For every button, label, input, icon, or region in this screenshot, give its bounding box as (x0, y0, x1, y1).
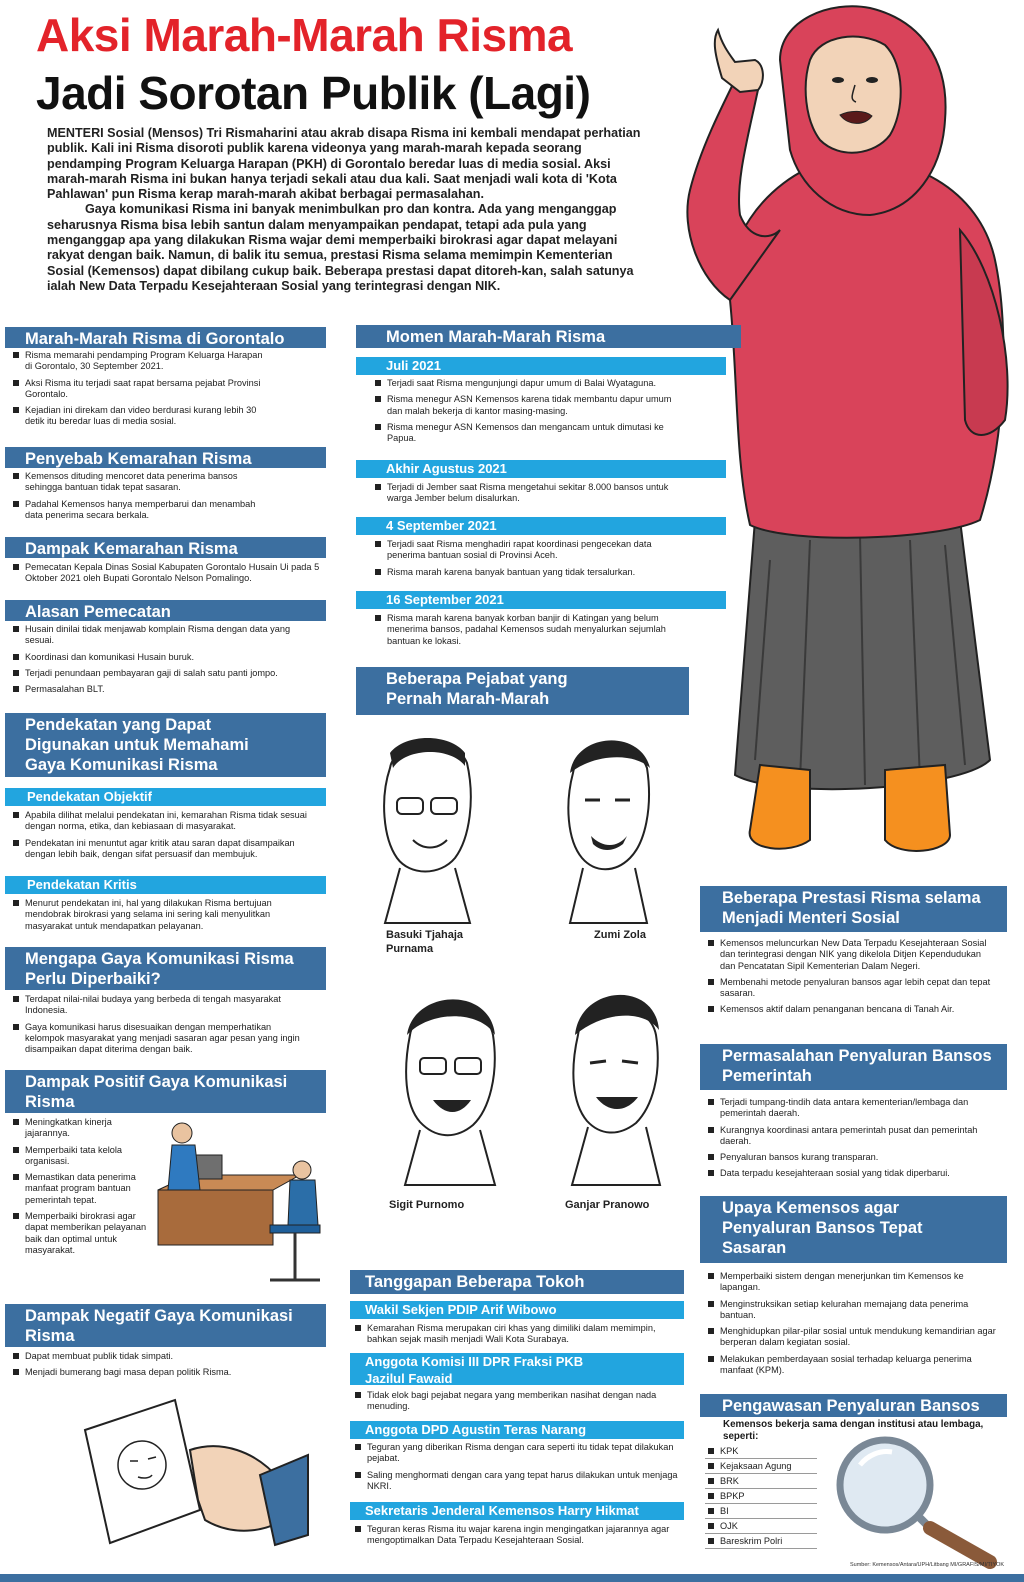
list-item: Terjadi saat Risma mengunjungi dapur umum di Balai Wyataguna. (372, 378, 682, 389)
list-item: BI (705, 1504, 817, 1519)
list-item: Saling menghormati dengan cara yang tepat harus dilakukan untuk menjaga NKRI. (352, 1470, 682, 1493)
list-item: Menghidupkan pilar-pilar sosial untuk mendukung kemandirian agar berperan dalam kegiatan sosial. (705, 1326, 1000, 1349)
list-item: Dapat membuat publik tidak simpati. (10, 1351, 310, 1362)
tokoh-list (352, 1524, 682, 1552)
permasalahan-header: Permasalahan Penyaluran Bansos Pemerintah (700, 1044, 1007, 1090)
list-item: Terjadi saat Risma menghadiri rapat koordinasi pengecekan data penerima bantuan sosial di Provinsi Aceh. (372, 539, 682, 562)
pendekatan-header: Pendekatan yang Dapat Digunakan untuk Memahami Gaya Komunikasi Risma (5, 713, 326, 777)
pejabat-header: Beberapa Pejabat yang Pernah Marah-Marah (356, 667, 689, 715)
list-item: Menurut pendekatan ini, hal yang dilakukan Risma bertujuan mendobrak birokrasi yang selama ini sering kali menyulitkan masyarakat untuk mendapatkan pelayanan. (10, 898, 305, 932)
list-item: Membenahi metode penyaluran bansos agar lebih cepat dan tepat sasaran. (705, 977, 995, 1000)
list-item: Risma memarahi pendamping Program Keluarga Harapan di Gorontalo, 30 September 2021. (10, 350, 265, 373)
portrait-basuki (375, 728, 480, 928)
pejabat-name: Ganjar Pranowo (565, 1199, 650, 1211)
list-item: Memastikan data penerima manfaat program bantuan pemerintah tepat. (10, 1172, 158, 1206)
list-item: Kurangnya koordinasi antara pemerintah pusat dan pemerintah daerah. (705, 1125, 995, 1148)
tokoh-list (352, 1390, 682, 1418)
positif-header: Dampak Positif Gaya Komunikasi Risma (5, 1070, 326, 1113)
gorontalo-list (10, 350, 265, 433)
penyebab-header: Penyebab Kemarahan Risma (5, 447, 326, 468)
tokoh-header: Wakil Sekjen PDIP Arif Wibowo (350, 1301, 684, 1319)
upaya-list (705, 1271, 1000, 1381)
source-credit: Sumber: Kemensos/Antara/UPH/Litbang MI/GRAFIS/MI/TIYOK (850, 1562, 1005, 1568)
momen-header: Momen Marah-Marah Risma (356, 325, 741, 348)
momen-list (372, 539, 682, 583)
list-item: KPK (705, 1444, 817, 1459)
list-item: Permasalahan BLT. (10, 684, 310, 695)
gorontalo-header: Marah-Marah Risma di Gorontalo (5, 327, 326, 348)
list-item: Terjadi tumpang-tindih data antara kementerian/lembaga dan pemerintah daerah. (705, 1097, 995, 1120)
title-line-2: Jadi Sorotan Publik (Lagi) (36, 67, 591, 119)
list-item: Aksi Risma itu terjadi saat rapat bersama pejabat Provinsi Gorontalo. (10, 378, 265, 401)
list-item: Risma menegur ASN Kemensos karena tidak membantu dapur umum dan malah bekerja di kantor masing-masing. (372, 394, 682, 417)
momen-list (372, 613, 692, 652)
list-item: Koordinasi dan komunikasi Husain buruk. (10, 652, 310, 663)
momen-date-header: 4 September 2021 (356, 517, 726, 535)
list-item: Risma menegur ASN Kemensos dan mengancam untuk dimutasi ke Papua. (372, 422, 682, 445)
list-item: Apabila dilihat melalui pendekatan ini, kemarahan Risma tidak sesuai dengan norma, etika, dan kebiasaan di masyarakat. (10, 810, 315, 833)
title-line-1: Aksi Marah-Marah Risma (36, 9, 573, 61)
objektif-list (10, 810, 315, 865)
intro-paragraph-2: Gaya komunikasi Risma ini banyak menimbulkan pro dan kontra. Ada yang menganggap seharusnya Risma bisa lebih santun dalam menyampaikan pendapat, tetapi ada pula yang menganggap apa yang dilakukan Risma wajar demi memperbaiki birokrasi agar dapat melayani rakyat dengan baik. Namun, di balik itu semua, prestasi Risma selama memimpin Kementerian Sosial (Kemensos) dapat dibilang cukup baik. Beberapa prestasi dapat ditoreh-kan, salah satunya ialah New Data Terpadu Kesejahteraan Sosial yang terintegrasi dengan NIK. (47, 202, 634, 293)
bottom-bar (0, 1574, 1024, 1582)
alasan-header: Alasan Pemecatan (5, 600, 326, 621)
pejabat-name: Sigit Purnomo (389, 1199, 465, 1211)
list-item: Meningkatkan kinerja jajarannya. (10, 1117, 158, 1140)
intro-paragraph-1: MENTERI Sosial (Mensos) Tri Rismaharini atau akrab disapa Risma ini kembali mendapat perhatian publik. Kali ini Risma disoroti publik karena videonya yang marah-marah kepada seorang pendamping Program Keluarga Harapan (PKH) di Gorontalo beredar luas di media sosial. Aksi marah-marah Risma ini bukan hanya terjadi sekali atau dua kali. Saat menjadi wali kota di 'Kota Pahlawan' pun Risma kerap marah-marah akibat berbagai permasalahan. (47, 126, 641, 202)
list-item: Kejadian ini direkam dan video berdurasi kurang lebih 30 detik itu beredar luas di media sosial. (10, 405, 265, 428)
list-item: Data terpadu kesejahteraan sosial yang tidak diperbarui. (705, 1168, 995, 1179)
list-item: Pendekatan ini menuntut agar kritik atau saran dapat disampaikan dengan lebih baik, dengan sifat persuasif dan membujuk. (10, 838, 315, 861)
negatif-list (10, 1351, 310, 1384)
pengawasan-intro: Kemensos bekerja sama dengan institusi atau lembaga, seperti: (723, 1419, 984, 1442)
list-item: Melakukan pemberdayaan sosial terhadap keluarga penerima manfaat (KPM). (705, 1354, 1000, 1377)
positif-list (10, 1117, 158, 1261)
portrait-ganjar-pranowo (560, 985, 670, 1190)
pendekatan-objektif-header: Pendekatan Objektif (5, 788, 326, 806)
portrait-sigit-purnomo (395, 990, 505, 1190)
tokoh-list (352, 1442, 682, 1497)
momen-date-header: Akhir Agustus 2021 (356, 460, 726, 478)
negatif-header: Dampak Negatif Gaya Komunikasi Risma (5, 1304, 326, 1347)
intro-text (47, 126, 647, 294)
list-item: Teguran yang diberikan Risma dengan cara seperti itu tidak tepat dilakukan pejabat. (352, 1442, 682, 1465)
list-item: Menginstruksikan setiap kelurahan memajang data penerima bantuan. (705, 1299, 1000, 1322)
pendekatan-kritis-header: Pendekatan Kritis (5, 876, 326, 894)
dampak-header: Dampak Kemarahan Risma (5, 537, 326, 558)
list-item: Kejaksaan Agung (705, 1459, 817, 1474)
tanggapan-header: Tanggapan Beberapa Tokoh (350, 1270, 684, 1294)
list-item: Kemensos aktif dalam penanganan bencana di Tanah Air. (705, 1004, 995, 1015)
momen-list (372, 378, 682, 449)
kritis-list (10, 898, 305, 937)
upaya-header: Upaya Kemensos agar Penyaluran Bansos Tepat Sasaran (700, 1196, 1007, 1263)
list-item: Kemensos dituding mencoret data penerima bansos sehingga bantuan tidak tepat sasaran. (10, 471, 265, 494)
dampak-list (10, 562, 320, 590)
list-item: Penyaluran bansos kurang transparan. (705, 1152, 995, 1163)
prestasi-list (705, 938, 995, 1021)
mengapa-list (10, 994, 310, 1060)
list-item: Memperbaiki sistem dengan menerjunkan tim Kemensos ke lapangan. (705, 1271, 1000, 1294)
list-item: Kemarahan Risma merupakan ciri khas yang dimiliki dalam memimpin, bahkan sejak masih menjadi Wali Kota Surabaya. (352, 1323, 682, 1346)
list-item: Risma marah karena banyak korban banjir di Katingan yang belum menerima bansos, padahal Kemensos sudah menyalurkan sejumlah bantuan ke lokasi. (372, 613, 692, 647)
momen-date-header: Juli 2021 (356, 357, 726, 375)
list-item: Husain dinilai tidak menjawab komplain Risma dengan data yang sesuai. (10, 624, 310, 647)
list-item: Memperbaiki birokrasi agar dapat memberikan pelayanan baik dan optimal untuk masyarakat. (10, 1211, 158, 1256)
pengawasan-header: Pengawasan Penyaluran Bansos (700, 1394, 1007, 1417)
list-item: Menjadi bumerang bagi masa depan politik Risma. (10, 1367, 310, 1378)
pengawasan-list (705, 1444, 817, 1549)
list-item: Gaya komunikasi harus disesuaikan dengan memperhatikan kelompok masyarakat yang menjadi sasaran agar pesan yang ingin disampaikan dapat diterima dengan baik. (10, 1022, 310, 1056)
alasan-list (10, 624, 310, 700)
list-item: Memperbaiki tata kelola organisasi. (10, 1145, 158, 1168)
list-item: Terjadi penundaan pembayaran gaji di salah satu panti jompo. (10, 668, 310, 679)
mengapa-header: Mengapa Gaya Komunikasi Risma Perlu Diperbaiki? (5, 947, 326, 990)
permasalahan-list (705, 1097, 995, 1185)
list-item: Kemensos meluncurkan New Data Terpadu Kesejahteraan Sosial dan terintegrasi dengan NIK yang dikelola Ditjen Kependudukan dan Pencatatan Sipil Kementerian Dalam Negeri. (705, 938, 995, 972)
list-item: Risma marah karena banyak bantuan yang tidak tersalurkan. (372, 567, 682, 578)
penyebab-list (10, 471, 265, 526)
list-item: BPKP (705, 1489, 817, 1504)
hand-holding-photo-illustration (80, 1395, 310, 1560)
list-item: Bareskrim Polri (705, 1534, 817, 1549)
list-item: BRK (705, 1474, 817, 1489)
pejabat-name: Zumi Zola (594, 929, 646, 941)
momen-date-header: 16 September 2021 (356, 591, 726, 609)
list-item: Tidak elok bagi pejabat negara yang memberikan nasihat dengan nada menuding. (352, 1390, 682, 1413)
tokoh-header: Anggota Komisi III DPR Fraksi PKB Jazilul Fawaid (350, 1353, 684, 1385)
prestasi-header: Beberapa Prestasi Risma selama Menjadi Menteri Sosial (700, 886, 1007, 932)
tokoh-header: Sekretaris Jenderal Kemensos Harry Hikmat (350, 1502, 684, 1520)
list-item: Terdapat nilai-nilai budaya yang berbeda di tengah masyarakat Indonesia. (10, 994, 310, 1017)
momen-list (372, 482, 682, 510)
list-item: Padahal Kemensos hanya memperbarui dan menambah data penerima secara berkala. (10, 499, 265, 522)
list-item: OJK (705, 1519, 817, 1534)
list-item: Terjadi di Jember saat Risma mengetahui sekitar 8.000 bansos untuk warga Jember belum disalurkan. (372, 482, 682, 505)
list-item: Pemecatan Kepala Dinas Sosial Kabupaten Gorontalo Husain Ui pada 5 Oktober 2021 oleh Bupati Gorontalo Nelson Pomalingo. (10, 562, 320, 585)
pejabat-name: Basuki Tjahaja Purnama (386, 929, 464, 955)
portrait-zumi-zola (555, 728, 660, 928)
office-meeting-illustration (150, 1115, 330, 1290)
tokoh-list (352, 1323, 682, 1351)
magnifying-glass-icon (830, 1430, 1010, 1570)
tokoh-header: Anggota DPD Agustin Teras Narang (350, 1421, 684, 1439)
list-item: Teguran keras Risma itu wajar karena ingin mengingatkan jajarannya agar mengoptimalkan Data Terpadu Kesejahteraan Sosial. (352, 1524, 682, 1547)
risma-illustration (660, 0, 1024, 890)
